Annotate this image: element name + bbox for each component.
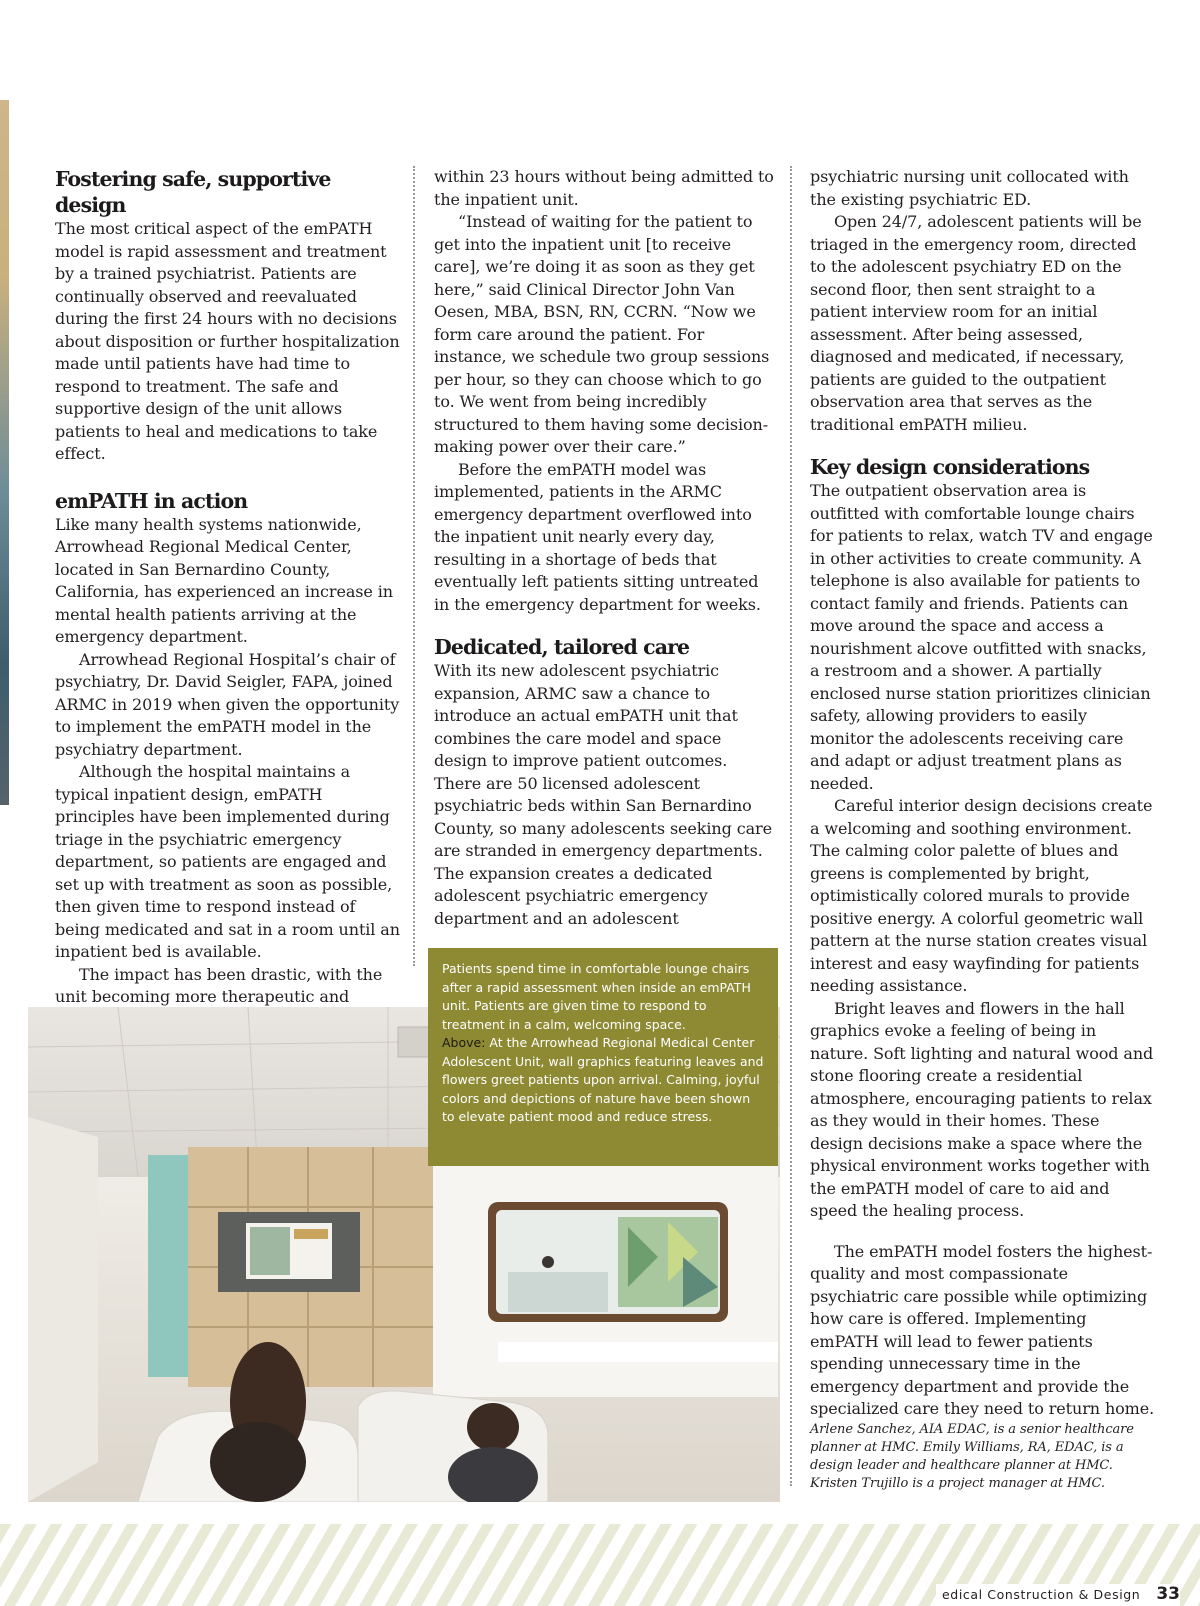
body-paragraph: The outpatient observation area is outfitted with comfortable lounge chairs for patients to relax, watch TV and engage in other activities to create community. A telephone is also available for patients to contact family and friends. Patients can move around the space and access a nourishment alcove outfitted with snacks, a restroom and a shower. A partially enclosed nurse station prioritizes clinician safety, allowing providers to easily monitor the adolescents receiving care and adapt or adjust treatment plans as needed. bbox=[810, 481, 1153, 793]
magazine-title: edical Construction & Design bbox=[942, 1587, 1141, 1602]
author-byline: Arlene Sanchez, AIA EDAC, is a senior healthcare planner at HMC. Emily Williams, RA, EDAC, is a design leader and healthcare planner at HMC. Kristen Trujillo is a project manager at HMC. bbox=[810, 1421, 1134, 1491]
section-heading-key-design: Key design considerations bbox=[810, 455, 1090, 479]
body-paragraph: Before the emPATH model was implemented, patients in the ARMC emergency department overflowed into the inpatient unit nearly every day, resulting in a shortage of beds that eventually left patients sitting untreated in the emergency department for weeks. bbox=[434, 459, 761, 614]
caption-lead-label: Above: bbox=[442, 1035, 486, 1050]
previous-page-photo-edge bbox=[0, 100, 9, 805]
column-divider bbox=[790, 166, 792, 1486]
body-paragraph: Careful interior design decisions create a welcoming and soothing environment. The calming color palette of blues and greens is complemented by bright, optimistically colored murals to provide positive energy. A colorful geometric wall pattern at the nurse station creates visual interest and easy wayfinding for patients needing assistance. bbox=[810, 796, 1153, 995]
body-paragraph: Open 24/7, adolescent patients will be triaged in the emergency room, directed to the adolescent psychiatry ED on the second floor, then sent straight to a patient interview room for an initial assessment. After being assessed, diagnosed and medicated, if necessary, patients are guided to the outpatient observation area that serves as the traditional emPATH milieu. bbox=[810, 212, 1142, 434]
body-paragraph: Arrowhead Regional Hospital’s chair of psychiatry, Dr. David Seigler, FAPA, joined ARMC in 2019 when given the opportunity to implement the emPATH model in the psychiatry department. bbox=[55, 649, 400, 759]
section-heading-empath-in-action: emPATH in action bbox=[55, 488, 248, 513]
body-paragraph: The impact has been drastic, with the unit becoming more therapeutic and bbox=[55, 964, 383, 1006]
page-number: 33 bbox=[1156, 1584, 1180, 1604]
section-heading-dedicated-care: Dedicated, tailored care bbox=[434, 635, 690, 659]
article-column-middle bbox=[434, 166, 776, 930]
body-paragraph: The emPATH model fosters the highest-quality and most compassionate psychiatric care possible while optimizing how care is offered. Implementing emPATH will lead to fewer patients spending unnecessary time in the emergency department and provide the specialized care they need to return home. bbox=[810, 1241, 1155, 1418]
body-paragraph: Although the hospital maintains a typical inpatient design, emPATH principles have been implemented during triage in the psychiatric emergency department, so patients are engaged and set up with treatment as soon as possible, then given time to respond instead of being medicated and sat in a room until an inpatient bed is available. bbox=[55, 762, 400, 961]
caption-text: Patients spend time in comfortable lounge chairs after a rapid assessment when inside an emPATH unit. Patients are given time to respond to treatment in a calm, welcoming space. bbox=[442, 961, 751, 1032]
body-paragraph: The most critical aspect of the emPATH model is rapid assessment and treatment by a trained psychiatrist. Patients are continually observed and reevaluated during the first 24 hours with no decisions about disposition or further hospitalization made until patients have had time to respond to treatment. The safe and supportive design of the unit allows patients to heal and medications to take effect. bbox=[55, 219, 400, 463]
section-heading-fostering: Fostering safe, supportive design bbox=[55, 167, 331, 217]
page-footer bbox=[936, 1584, 1180, 1606]
body-paragraph: With its new adolescent psychiatric expansion, ARMC saw a chance to introduce an actual emPATH unit that combines the care model and space design to improve patient outcomes. There are 50 licensed adolescent psychiatric beds within San Bernardino County, so many adolescents seeking care are stranded in emergency departments. The expansion creates a dedicated adolescent psychiatric emergency department and an adolescent bbox=[434, 661, 772, 928]
photo-caption-box bbox=[428, 948, 778, 1166]
body-paragraph: “Instead of waiting for the patient to get into the inpatient unit [to receive care], we’re doing it as soon as they get here,” said Clinical Director John Van Oesen, MBA, BSN, RN, CCRN. “Now we form care around the patient. For instance, we schedule two group sessions per hour, so they can choose which to go to. We went from being incredibly structured to them having some decision-making power over their care.” bbox=[434, 212, 770, 456]
article-column-left bbox=[55, 166, 400, 1031]
body-paragraph: psychiatric nursing unit collocated with the existing psychiatric ED. bbox=[810, 167, 1129, 209]
body-paragraph: Bright leaves and flowers in the hall graphics evoke a feeling of being in nature. Soft lighting and natural wood and stone flooring create a residential atmosphere, encouraging patients to relax as they would in their homes. These design decisions make a space where the physical environment works together with the emPATH model of care to aid and speed the healing process. bbox=[810, 998, 1154, 1220]
article-column-right bbox=[810, 166, 1155, 1493]
column-divider bbox=[413, 166, 415, 966]
body-paragraph: within 23 hours without being admitted to the inpatient unit. bbox=[434, 167, 774, 209]
caption-text: At the Arrowhead Regional Medical Center Adolescent Unit, wall graphics featuring leaves and flowers greet patients upon arrival. Calming, joyful colors and depictions of nature have been shown to elevate patient mood and reduce stress. bbox=[442, 1035, 764, 1124]
body-paragraph: Like many health systems nationwide, Arrowhead Regional Medical Center, located in San Bernardino County, California, has experienced an increase in mental health patients arriving at the emergency department. bbox=[55, 514, 393, 646]
